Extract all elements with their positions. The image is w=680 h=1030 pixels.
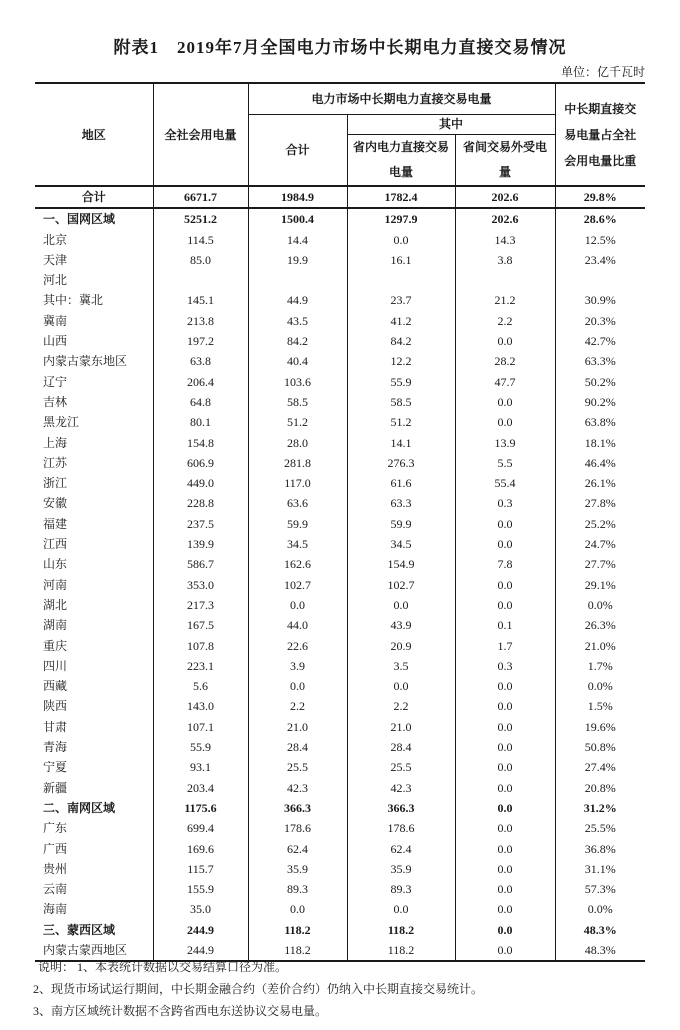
cell-region: 湖北 [35, 595, 153, 615]
cell-value: 42.7% [584, 334, 616, 349]
cell-value: 89.3 [248, 879, 347, 899]
cell-value: 25.5 [347, 757, 455, 777]
cell-value: 30.9% [584, 293, 616, 308]
cell-value: 366.3 [248, 798, 347, 818]
table-row [35, 554, 645, 574]
cell-value [455, 270, 555, 290]
cell-value: 31.1% [584, 861, 616, 876]
cell-region: 云南 [35, 879, 153, 899]
cell-value: 0.0 [455, 331, 555, 351]
cell-value: 3.5 [347, 656, 455, 676]
cell-value: 55.4 [455, 473, 555, 493]
cell-value: 14.1 [347, 433, 455, 453]
table-row [35, 331, 645, 351]
cell-value: 0.0 [347, 676, 455, 696]
cell-region: 山东 [35, 554, 153, 574]
cell-value: 51.2 [248, 412, 347, 432]
cell-value: 0.0 [248, 899, 347, 919]
table-row [35, 676, 645, 696]
cell-value: 36.8% [584, 841, 616, 856]
table-row [35, 534, 645, 554]
power-trade-table [35, 82, 645, 962]
cell-value: 102.7 [248, 575, 347, 595]
cell-value: 29.1% [584, 577, 616, 592]
cell-value: 145.1 [153, 290, 248, 310]
cell-value: 62.4 [248, 839, 347, 859]
cell-value: 699.4 [153, 818, 248, 838]
cell-region: 贵州 [35, 859, 153, 879]
table-row [35, 818, 645, 838]
cell-value: 0.0 [455, 412, 555, 432]
cell-value: 155.9 [153, 879, 248, 899]
cell-value: 34.5 [248, 534, 347, 554]
cell-value: 586.7 [153, 554, 248, 574]
cell-value: 23.7 [347, 290, 455, 310]
table-row [35, 575, 645, 595]
cell-value: 28.4 [248, 737, 347, 757]
cell-value: 154.9 [347, 554, 455, 574]
cell-value: 0.0 [455, 920, 555, 940]
cell-value: 1175.6 [153, 798, 248, 818]
table-row [35, 696, 645, 716]
cell-value: 18.1% [584, 435, 616, 450]
cell-value [248, 270, 347, 290]
cell-region: 甘肃 [35, 717, 153, 737]
cell-value: 0.0 [455, 595, 555, 615]
cell-value: 26.1% [584, 476, 616, 491]
cell-value: 93.1 [153, 757, 248, 777]
cell-value: 276.3 [347, 453, 455, 473]
cell-value: 178.6 [248, 818, 347, 838]
cell-value: 281.8 [248, 453, 347, 473]
cell-value: 13.9 [455, 433, 555, 453]
cell-value: 16.1 [347, 250, 455, 270]
table-row [35, 737, 645, 757]
header-intra-province: 省内电力直接交易电量 [347, 134, 455, 186]
page-title: 附表1 2019年7月全国电力市场中长期电力直接交易情况 [113, 38, 567, 57]
cell-value: 89.3 [347, 879, 455, 899]
cell-value: 55.9 [347, 372, 455, 392]
cell-value: 107.8 [153, 636, 248, 656]
cell-value: 84.2 [248, 331, 347, 351]
cell-value: 202.6 [455, 186, 555, 208]
cell-region: 湖南 [35, 615, 153, 635]
cell-value: 2.2 [347, 696, 455, 716]
cell-region: 宁夏 [35, 757, 153, 777]
cell-value: 61.6 [347, 473, 455, 493]
table-row [35, 208, 645, 229]
cell-value: 63.3 [347, 493, 455, 513]
cell-value: 43.5 [248, 311, 347, 331]
cell-value: 169.6 [153, 839, 248, 859]
cell-value: 84.2 [347, 331, 455, 351]
cell-value: 21.0 [248, 717, 347, 737]
cell-region: 安徽 [35, 493, 153, 513]
table-header [35, 83, 645, 186]
cell-value: 2.2 [248, 696, 347, 716]
cell-value: 0.0 [347, 595, 455, 615]
cell-value: 5251.2 [153, 208, 248, 229]
cell-value: 51.2 [347, 412, 455, 432]
table-row [35, 453, 645, 473]
cell-value: 25.2% [584, 516, 616, 531]
table-row [35, 595, 645, 615]
cell-value: 0.0 [455, 757, 555, 777]
header-total-consumption: 全社会用电量 [153, 83, 248, 186]
cell-value: 202.6 [455, 208, 555, 229]
cell-value: 44.0 [248, 615, 347, 635]
cell-region: 江苏 [35, 453, 153, 473]
cell-value: 19.9 [248, 250, 347, 270]
cell-value: 0.0 [248, 676, 347, 696]
cell-region: 三、蒙西区域 [35, 920, 153, 940]
cell-value: 0.0 [455, 514, 555, 534]
table-row [35, 186, 645, 208]
cell-value: 22.6 [248, 636, 347, 656]
cell-region: 北京 [35, 230, 153, 250]
table-body [35, 186, 645, 961]
cell-value: 25.5% [584, 821, 616, 836]
cell-value: 14.3 [455, 230, 555, 250]
cell-region: 海南 [35, 899, 153, 919]
cell-value: 28.0 [248, 433, 347, 453]
cell-value: 20.8% [584, 780, 616, 795]
cell-value: 29.8% [555, 186, 645, 208]
cell-value: 118.2 [248, 920, 347, 940]
cell-value: 118.2 [347, 940, 455, 961]
cell-value: 3.9 [248, 656, 347, 676]
cell-value: 0.0 [455, 676, 555, 696]
cell-value: 63.8 [153, 351, 248, 371]
cell-value: 21.0% [584, 638, 616, 653]
cell-region: 新疆 [35, 778, 153, 798]
cell-value: 41.2 [347, 311, 455, 331]
cell-value: 23.4% [584, 252, 616, 267]
cell-value: 7.8 [455, 554, 555, 574]
cell-value: 50.8% [584, 740, 616, 755]
cell-value: 35.0 [153, 899, 248, 919]
notes [33, 960, 483, 1026]
cell-value: 62.4 [347, 839, 455, 859]
cell-value: 57.3% [584, 882, 616, 897]
cell-value: 0.0 [455, 717, 555, 737]
cell-region: 广西 [35, 839, 153, 859]
cell-region: 辽宁 [35, 372, 153, 392]
cell-region: 吉林 [35, 392, 153, 412]
cell-value: 27.4% [584, 760, 616, 775]
cell-value: 0.0 [455, 839, 555, 859]
cell-value: 107.1 [153, 717, 248, 737]
cell-region: 江西 [35, 534, 153, 554]
cell-region: 福建 [35, 514, 153, 534]
cell-value: 26.3% [584, 618, 616, 633]
cell-value: 213.8 [153, 311, 248, 331]
cell-value [153, 270, 248, 290]
cell-region: 河北 [35, 270, 153, 290]
cell-value: 12.5% [584, 232, 616, 247]
cell-region: 天津 [35, 250, 153, 270]
table-row [35, 839, 645, 859]
cell-value: 27.7% [584, 557, 616, 572]
cell-value: 0.3 [455, 656, 555, 676]
cell-region: 重庆 [35, 636, 153, 656]
cell-region: 青海 [35, 737, 153, 757]
cell-value: 19.6% [584, 719, 616, 734]
cell-value: 90.2% [584, 394, 616, 409]
cell-value: 0.1 [455, 615, 555, 635]
cell-region: 浙江 [35, 473, 153, 493]
cell-value: 0.0% [587, 597, 613, 612]
header-market-group: 电力市场中长期电力直接交易电量 [248, 83, 555, 114]
cell-region: 陕西 [35, 696, 153, 716]
cell-value: 6671.7 [153, 186, 248, 208]
cell-region: 其中：冀北 [35, 290, 153, 310]
cell-value: 63.6 [248, 493, 347, 513]
cell-value: 64.8 [153, 392, 248, 412]
cell-region: 合计 [35, 186, 153, 208]
table-row [35, 920, 645, 940]
cell-value: 35.9 [248, 859, 347, 879]
header-among: 其中 [347, 114, 555, 134]
header-inter-province: 省间交易外受电量 [455, 134, 555, 186]
cell-value: 0.0 [455, 534, 555, 554]
table-row [35, 493, 645, 513]
table-row [35, 514, 645, 534]
table-row [35, 270, 645, 290]
cell-value: 117.0 [248, 473, 347, 493]
table-row [35, 230, 645, 250]
cell-value: 0.0 [455, 818, 555, 838]
cell-value: 115.7 [153, 859, 248, 879]
table-row [35, 311, 645, 331]
cell-value: 44.9 [248, 290, 347, 310]
cell-value: 118.2 [347, 920, 455, 940]
header-subtotal: 合计 [248, 114, 347, 186]
cell-value: 0.0 [455, 392, 555, 412]
table-row [35, 757, 645, 777]
cell-value: 35.9 [347, 859, 455, 879]
cell-value: 21.0 [347, 717, 455, 737]
cell-value: 34.5 [347, 534, 455, 554]
cell-value: 1.7 [455, 636, 555, 656]
cell-value: 162.6 [248, 554, 347, 574]
cell-value: 50.2% [584, 374, 616, 389]
cell-value: 59.9 [347, 514, 455, 534]
cell-region: 内蒙古蒙西地区 [35, 940, 153, 961]
cell-value: 28.4 [347, 737, 455, 757]
cell-region: 西藏 [35, 676, 153, 696]
cell-value: 0.0 [455, 575, 555, 595]
cell-value: 606.9 [153, 453, 248, 473]
cell-value: 1297.9 [347, 208, 455, 229]
cell-value: 203.4 [153, 778, 248, 798]
cell-value: 1.7% [587, 658, 613, 673]
cell-value: 223.1 [153, 656, 248, 676]
cell-value: 58.5 [248, 392, 347, 412]
cell-value: 1.5% [587, 699, 613, 714]
cell-value: 28.6% [583, 212, 617, 227]
table-row [35, 433, 645, 453]
cell-value: 0.0 [455, 899, 555, 919]
cell-value: 353.0 [153, 575, 248, 595]
cell-value: 42.3 [347, 778, 455, 798]
cell-value: 80.1 [153, 412, 248, 432]
table-row [35, 717, 645, 737]
cell-value: 1500.4 [248, 208, 347, 229]
cell-value: 25.5 [248, 757, 347, 777]
cell-value: 0.0 [455, 737, 555, 757]
cell-value: 228.8 [153, 493, 248, 513]
cell-value: 5.5 [455, 453, 555, 473]
note-line-2: 2、现货市场试运行期间，中长期金融合约（差价合约）仍纳入中长期直接交易统计。 [33, 982, 484, 996]
cell-value: 20.3% [584, 313, 616, 328]
table-row [35, 940, 645, 961]
note-line-1: 说明： 1、本表统计数据以交易结算口径为准。 [38, 960, 288, 974]
unit-label: 单位：亿千瓦时 [560, 65, 645, 79]
cell-value: 24.7% [584, 537, 616, 552]
cell-value: 143.0 [153, 696, 248, 716]
header-region: 地区 [35, 83, 153, 186]
cell-region: 一、国网区域 [35, 208, 153, 229]
cell-region: 黑龙江 [35, 412, 153, 432]
cell-region: 内蒙古蒙东地区 [35, 351, 153, 371]
cell-value: 0.0 [347, 899, 455, 919]
table-row [35, 412, 645, 432]
cell-value: 206.4 [153, 372, 248, 392]
cell-value: 12.2 [347, 351, 455, 371]
cell-value: 0.0% [587, 679, 613, 694]
cell-value: 0.0 [455, 940, 555, 961]
cell-value: 139.9 [153, 534, 248, 554]
cell-value: 63.8% [584, 415, 616, 430]
cell-value: 27.8% [584, 496, 616, 511]
cell-value: 118.2 [248, 940, 347, 961]
cell-value: 59.9 [248, 514, 347, 534]
cell-value: 0.0% [587, 902, 613, 917]
cell-value: 40.4 [248, 351, 347, 371]
cell-value: 237.5 [153, 514, 248, 534]
cell-value: 103.6 [248, 372, 347, 392]
cell-value: 2.2 [455, 311, 555, 331]
cell-value: 46.4% [584, 455, 616, 470]
cell-value: 0.0 [455, 859, 555, 879]
cell-value: 63.3% [584, 354, 616, 369]
cell-value: 167.5 [153, 615, 248, 635]
table-row [35, 372, 645, 392]
cell-value: 28.2 [455, 351, 555, 371]
table-row [35, 392, 645, 412]
cell-value: 55.9 [153, 737, 248, 757]
table-row [35, 250, 645, 270]
cell-value: 20.9 [347, 636, 455, 656]
cell-value: 102.7 [347, 575, 455, 595]
cell-value: 366.3 [347, 798, 455, 818]
cell-value: 0.0 [455, 879, 555, 899]
table-row [35, 859, 645, 879]
header-row-1 [35, 83, 645, 114]
cell-region: 广东 [35, 818, 153, 838]
cell-value: 449.0 [153, 473, 248, 493]
cell-value [555, 270, 645, 290]
cell-value: 178.6 [347, 818, 455, 838]
cell-value: 244.9 [153, 940, 248, 961]
cell-value: 1984.9 [248, 186, 347, 208]
cell-value: 154.8 [153, 433, 248, 453]
cell-value: 0.3 [455, 493, 555, 513]
note-line-3: 3、南方区域统计数据不含跨省西电东送协议交易电量。 [33, 1004, 328, 1018]
cell-value: 244.9 [153, 920, 248, 940]
cell-value: 31.2% [583, 800, 617, 815]
cell-region: 冀南 [35, 311, 153, 331]
cell-value: 114.5 [153, 230, 248, 250]
cell-value: 0.0 [455, 778, 555, 798]
cell-value: 48.3% [583, 922, 617, 937]
table-row [35, 899, 645, 919]
cell-value [347, 270, 455, 290]
table-row [35, 656, 645, 676]
cell-value: 217.3 [153, 595, 248, 615]
cell-value: 58.5 [347, 392, 455, 412]
table-row [35, 778, 645, 798]
table-row [35, 636, 645, 656]
cell-value: 47.7 [455, 372, 555, 392]
cell-value: 197.2 [153, 331, 248, 351]
cell-value: 48.3% [584, 942, 616, 957]
cell-value: 43.9 [347, 615, 455, 635]
cell-value: 1782.4 [347, 186, 455, 208]
cell-value: 42.3 [248, 778, 347, 798]
cell-value: 0.0 [455, 798, 555, 818]
cell-value: 0.0 [248, 595, 347, 615]
table-row [35, 798, 645, 818]
cell-value: 21.2 [455, 290, 555, 310]
table-row [35, 615, 645, 635]
cell-region: 上海 [35, 433, 153, 453]
cell-value: 14.4 [248, 230, 347, 250]
cell-value: 3.8 [455, 250, 555, 270]
table-row [35, 290, 645, 310]
cell-region: 四川 [35, 656, 153, 676]
header-ratio: 中长期直接交易电量占全社会用电量比重 [555, 83, 645, 186]
cell-region: 河南 [35, 575, 153, 595]
cell-value: 85.0 [153, 250, 248, 270]
cell-value: 0.0 [455, 696, 555, 716]
table-row [35, 879, 645, 899]
cell-region: 二、南网区域 [35, 798, 153, 818]
table-row [35, 473, 645, 493]
table-row [35, 351, 645, 371]
cell-value: 0.0 [347, 230, 455, 250]
cell-region: 山西 [35, 331, 153, 351]
cell-value: 5.6 [153, 676, 248, 696]
